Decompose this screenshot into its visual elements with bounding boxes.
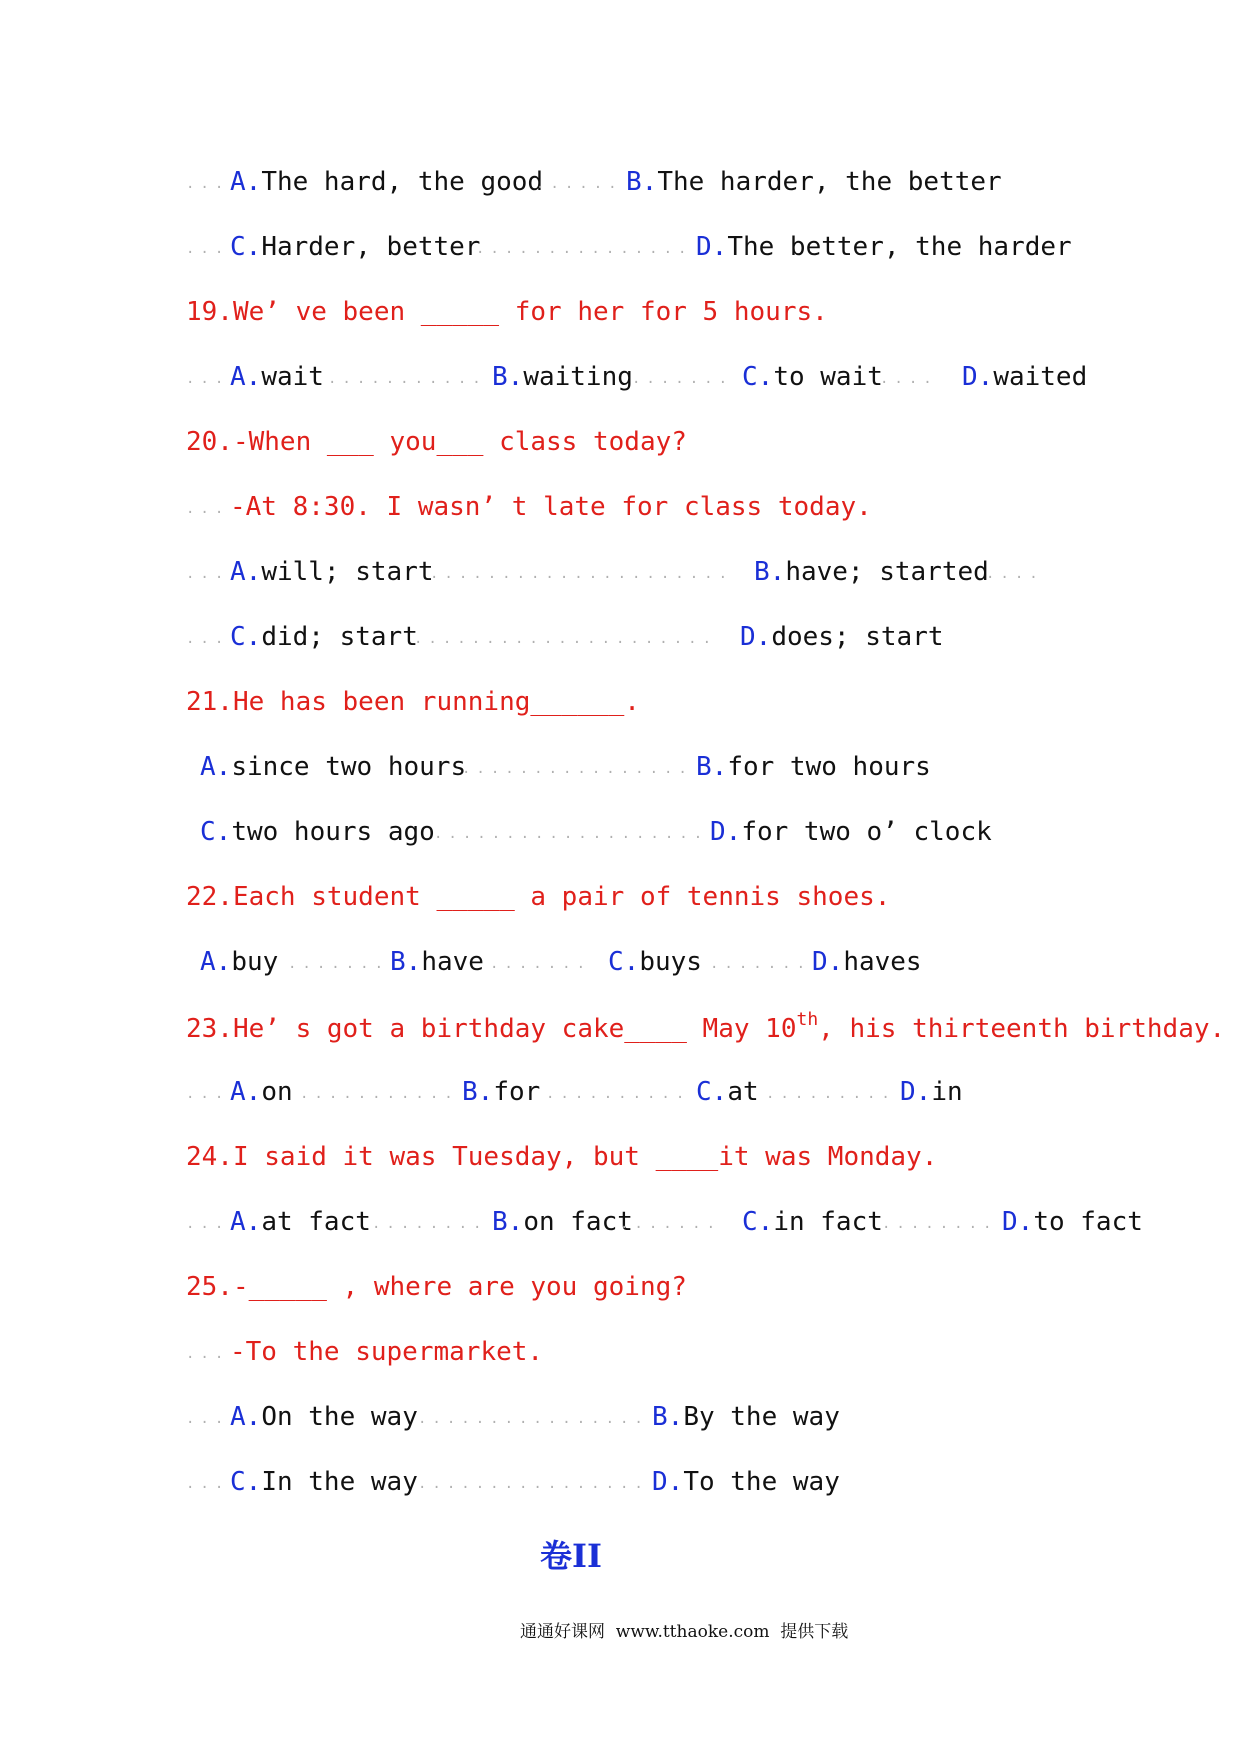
option-letter: D.	[1002, 1207, 1034, 1237]
leader-dots: ...	[186, 501, 230, 517]
leader-dots: ...	[186, 1086, 230, 1102]
option-letter: A.	[230, 1207, 262, 1237]
leader-dots: ........	[882, 1216, 998, 1232]
option-text: in fact	[773, 1207, 883, 1237]
leader-dots: ......	[536, 176, 623, 192]
option-text: By the way	[683, 1402, 840, 1432]
option-20-c[interactable]	[230, 620, 418, 654]
option-22-c[interactable]	[608, 945, 702, 979]
option-letter: C.	[742, 1207, 774, 1237]
option-text: On the way	[261, 1402, 418, 1432]
option-21-a[interactable]	[200, 750, 466, 784]
option-text: To the way	[683, 1467, 840, 1497]
leader-dots: ................	[462, 761, 693, 777]
option-text: two hours ago	[231, 817, 435, 847]
option-letter: D.	[900, 1077, 932, 1107]
option-text: for	[493, 1077, 541, 1107]
question-20-reply: -At 8:30. I wasn’ t late for class today.	[230, 492, 872, 522]
option-letter: C.	[230, 622, 262, 652]
page-footer: 通通好课网 www.tthaoke.com 提供下载	[520, 1622, 849, 1642]
stem-text: 23.He’ s got a birthday cake____ May 10	[186, 1014, 797, 1044]
stem-text-end: , his thirteenth birthday.	[818, 1014, 1226, 1044]
option-letter: C.	[608, 947, 640, 977]
option-letter: C.	[200, 817, 232, 847]
option-text: The better, the harder	[727, 232, 1072, 262]
leader-dots: ................	[418, 1411, 649, 1427]
leader-dots: ...	[186, 241, 230, 257]
option-21-c[interactable]	[200, 815, 435, 849]
option-letter: B.	[390, 947, 422, 977]
leader-dots: ...	[186, 566, 230, 582]
option-23-b[interactable]	[462, 1075, 540, 1109]
option-text: at	[727, 1077, 759, 1107]
leader-dots: .......	[288, 956, 390, 972]
option-text: will; start	[261, 557, 434, 587]
option-letter: A.	[200, 947, 232, 977]
option-24-a[interactable]	[230, 1205, 371, 1239]
option-text: to wait	[773, 362, 883, 392]
option-22-b[interactable]	[390, 945, 484, 979]
option-text: to fact	[1033, 1207, 1143, 1237]
option-text: The hard, the good	[261, 167, 544, 197]
leader-dots: ...........	[328, 371, 487, 387]
leader-dots: ................	[418, 1476, 649, 1492]
option-letter: B.	[492, 1207, 524, 1237]
question-25-stem: 25.-_____ , where are you going?	[186, 1272, 687, 1302]
option-text: buys	[639, 947, 702, 977]
leader-dots: .........	[766, 1086, 896, 1102]
option-21-d[interactable]	[710, 815, 992, 849]
option-text: waited	[993, 362, 1088, 392]
option-25-a[interactable]	[230, 1400, 418, 1434]
option-18-c[interactable]	[230, 230, 480, 264]
option-text: on	[261, 1077, 293, 1107]
option-letter: A.	[230, 1077, 262, 1107]
option-text: in	[931, 1077, 963, 1107]
leader-dots: ...	[186, 176, 230, 192]
option-25-d[interactable]	[652, 1465, 840, 1499]
leader-dots: .......	[620, 1216, 722, 1232]
option-letter: D.	[740, 622, 772, 652]
option-18-a[interactable]	[230, 165, 543, 199]
option-text: haves	[843, 947, 922, 977]
question-21-stem: 21.He has been running______.	[186, 687, 640, 717]
option-letter: B.	[626, 167, 658, 197]
option-text: did; start	[261, 622, 418, 652]
leader-dots: ....	[986, 566, 1044, 582]
leader-dots: ..........	[546, 1086, 691, 1102]
option-23-d[interactable]	[900, 1075, 963, 1109]
option-text: buy	[231, 947, 279, 977]
option-text: at fact	[261, 1207, 371, 1237]
option-20-b[interactable]	[754, 555, 989, 589]
option-text: since two hours	[231, 752, 467, 782]
option-text: have	[421, 947, 484, 977]
option-letter: B.	[696, 752, 728, 782]
option-text: have; started	[785, 557, 989, 587]
question-20-stem: 20.-When ___ you___ class today?	[186, 427, 687, 457]
option-24-c[interactable]	[742, 1205, 883, 1239]
option-19-c[interactable]	[742, 360, 883, 394]
option-text: on fact	[523, 1207, 633, 1237]
option-letter: B.	[652, 1402, 684, 1432]
option-19-b[interactable]	[492, 360, 633, 394]
option-letter: A.	[200, 752, 232, 782]
question-22-stem: 22.Each student _____ a pair of tennis shoes.	[186, 882, 891, 912]
option-23-a[interactable]	[230, 1075, 293, 1109]
option-20-a[interactable]	[230, 555, 434, 589]
leader-dots: ...	[186, 1411, 230, 1427]
option-letter: D.	[710, 817, 742, 847]
option-text: for two o’ clock	[741, 817, 992, 847]
option-text: wait	[261, 362, 324, 392]
leader-dots: ...................	[434, 826, 709, 842]
option-letter: A.	[230, 167, 262, 197]
option-18-d[interactable]	[696, 230, 1072, 264]
option-letter: D.	[962, 362, 994, 392]
leader-dots: .......	[632, 371, 734, 387]
option-letter: D.	[652, 1467, 684, 1497]
option-text: Harder, better	[261, 232, 481, 262]
option-letter: C.	[696, 1077, 728, 1107]
option-letter: D.	[696, 232, 728, 262]
option-25-c[interactable]	[230, 1465, 418, 1499]
option-22-d[interactable]	[812, 945, 922, 979]
option-letter: A.	[230, 557, 262, 587]
leader-dots: ...............	[476, 241, 693, 257]
leader-dots: ...	[186, 1346, 230, 1362]
question-25-reply: -To the supermarket.	[230, 1337, 544, 1367]
option-text: In the way	[261, 1467, 418, 1497]
option-letter: D.	[812, 947, 844, 977]
leader-dots: ...	[186, 1216, 230, 1232]
option-21-b[interactable]	[696, 750, 931, 784]
question-23-stem	[186, 1009, 1226, 1046]
option-letter: B.	[754, 557, 786, 587]
leader-dots: ...	[186, 1476, 230, 1492]
leader-dots: ...	[186, 631, 230, 647]
section-title: 卷II	[540, 1537, 602, 1575]
question-24-stem: 24.I said it was Tuesday, but ____it was Monday.	[186, 1142, 938, 1172]
option-text: The harder, the better	[657, 167, 1002, 197]
option-24-b[interactable]	[492, 1205, 633, 1239]
option-letter: A.	[230, 1402, 262, 1432]
option-text: does; start	[771, 622, 944, 652]
option-20-d[interactable]	[740, 620, 944, 654]
leader-dots: ...........	[300, 1086, 459, 1102]
option-19-a[interactable]	[230, 360, 324, 394]
question-19-stem: 19.We’ ve been _____ for her for 5 hours.	[186, 297, 828, 327]
option-18-b[interactable]	[626, 165, 1002, 199]
option-25-b[interactable]	[652, 1400, 840, 1434]
ordinal-suffix: th	[796, 1009, 819, 1030]
option-23-c[interactable]	[696, 1075, 759, 1109]
option-text: for two hours	[727, 752, 931, 782]
option-letter: B.	[462, 1077, 494, 1107]
leader-dots: .....................	[430, 566, 734, 582]
option-letter: C.	[742, 362, 774, 392]
option-22-a[interactable]	[200, 945, 278, 979]
option-24-d[interactable]	[1002, 1205, 1143, 1239]
leader-dots: ........	[372, 1216, 488, 1232]
leader-dots: .......	[490, 956, 592, 972]
option-letter: B.	[492, 362, 524, 392]
option-letter: A.	[230, 362, 262, 392]
option-text: waiting	[523, 362, 633, 392]
leader-dots: .......	[710, 956, 812, 972]
leader-dots: ...	[186, 371, 230, 387]
option-letter: C.	[230, 232, 262, 262]
option-19-d[interactable]	[962, 360, 1087, 394]
leader-dots: ....	[880, 371, 938, 387]
option-letter: C.	[230, 1467, 262, 1497]
leader-dots: .....................	[414, 631, 718, 647]
